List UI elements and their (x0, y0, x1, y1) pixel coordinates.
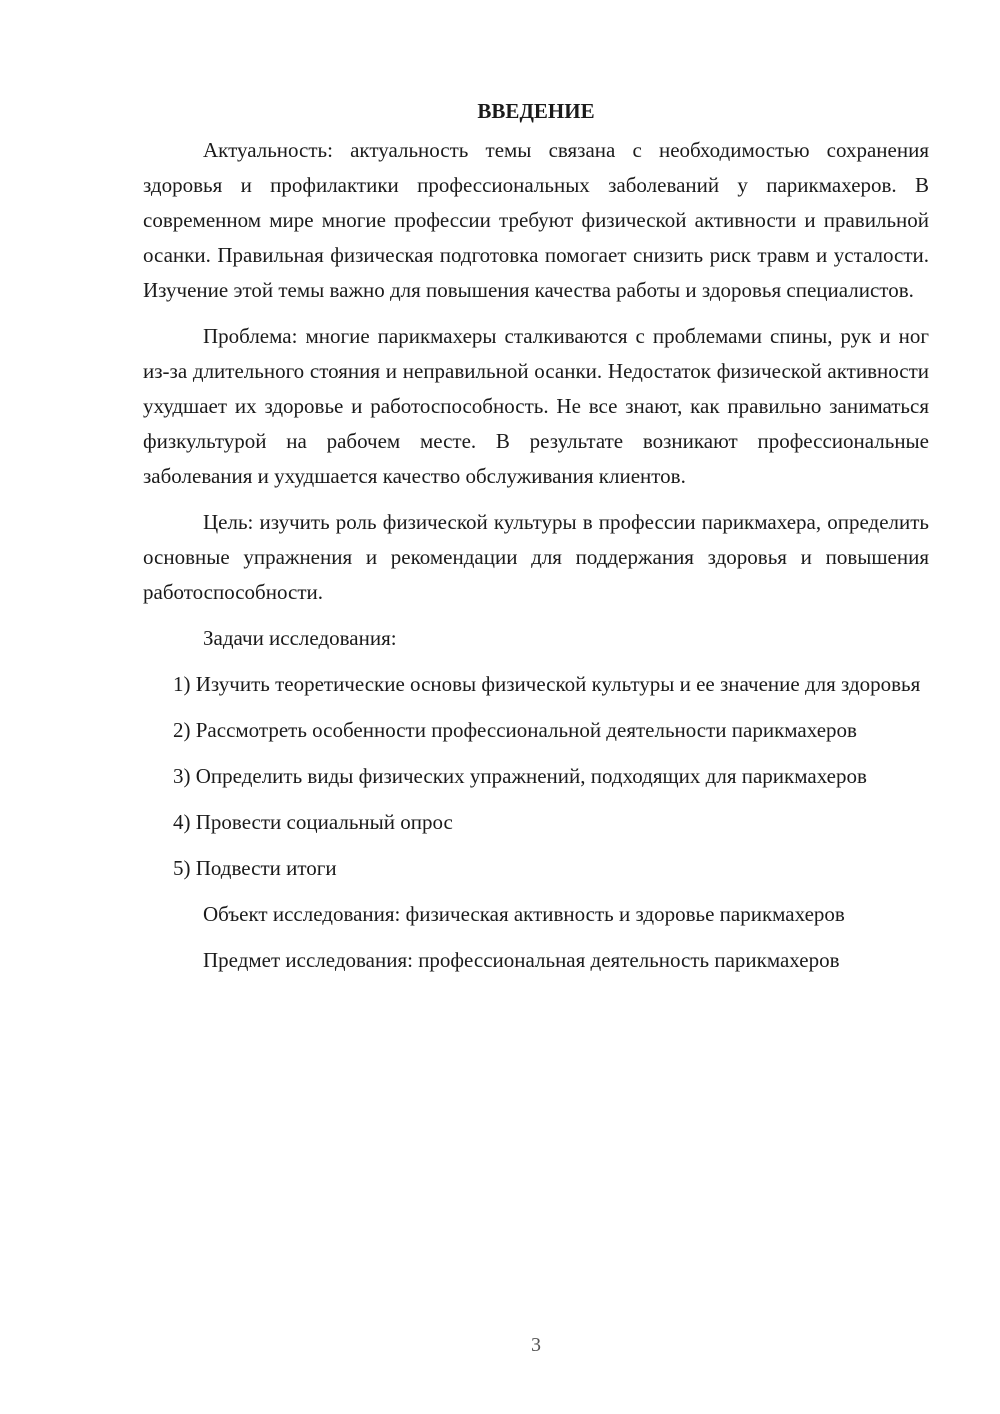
relevance-paragraph: Актуальность: актуальность темы связана с необходимостью сохранения здоровья и профилактики профессиональных заболеваний у парикмахеров. В современном мире многие профессии требуют физической активности и правильной осанки. Правильная физическая подготовка помогает снизить риск травм и усталости. Изучение этой темы важно для повышения качества работы и здоровья специалистов. (143, 138, 929, 302)
goal-paragraph: Цель: изучить роль физической культуры в профессии парикмахера, определить основные упражнения и рекомендации для поддержания здоровья и повышения работоспособности. (143, 510, 929, 604)
object-paragraph: Объект исследования: физическая активность и здоровье парикмахеров (203, 902, 845, 926)
document-page (143, 97, 929, 989)
tasks-list (143, 667, 929, 886)
page-number: 3 (531, 1334, 541, 1356)
task-item: 5) Подвести итоги (173, 856, 337, 880)
subject-paragraph: Предмет исследования: профессиональная деятельность парикмахеров (203, 948, 840, 972)
task-item: 1) Изучить теоретические основы физической культуры и ее значение для здоровья (173, 672, 921, 696)
task-item: 3) Определить виды физических упражнений, подходящих для парикмахеров (173, 764, 867, 788)
problem-paragraph: Проблема: многие парикмахеры сталкиваются с проблемами спины, рук и ног из-за длительного стояния и неправильной осанки. Недостаток физической активности ухудшает их здоровье и работоспособность. Не все знают, как правильно заниматься физкультурой на рабочем месте. В результате возникают профессиональные заболевания и ухудшается качество обслуживания клиентов. (143, 324, 929, 488)
task-item: 4) Провести социальный опрос (173, 810, 453, 834)
task-item: 2) Рассмотреть особенности профессиональной деятельности парикмахеров (173, 718, 857, 742)
section-title: ВВЕДЕНИЕ (477, 99, 595, 123)
tasks-heading: Задачи исследования: (203, 626, 397, 650)
